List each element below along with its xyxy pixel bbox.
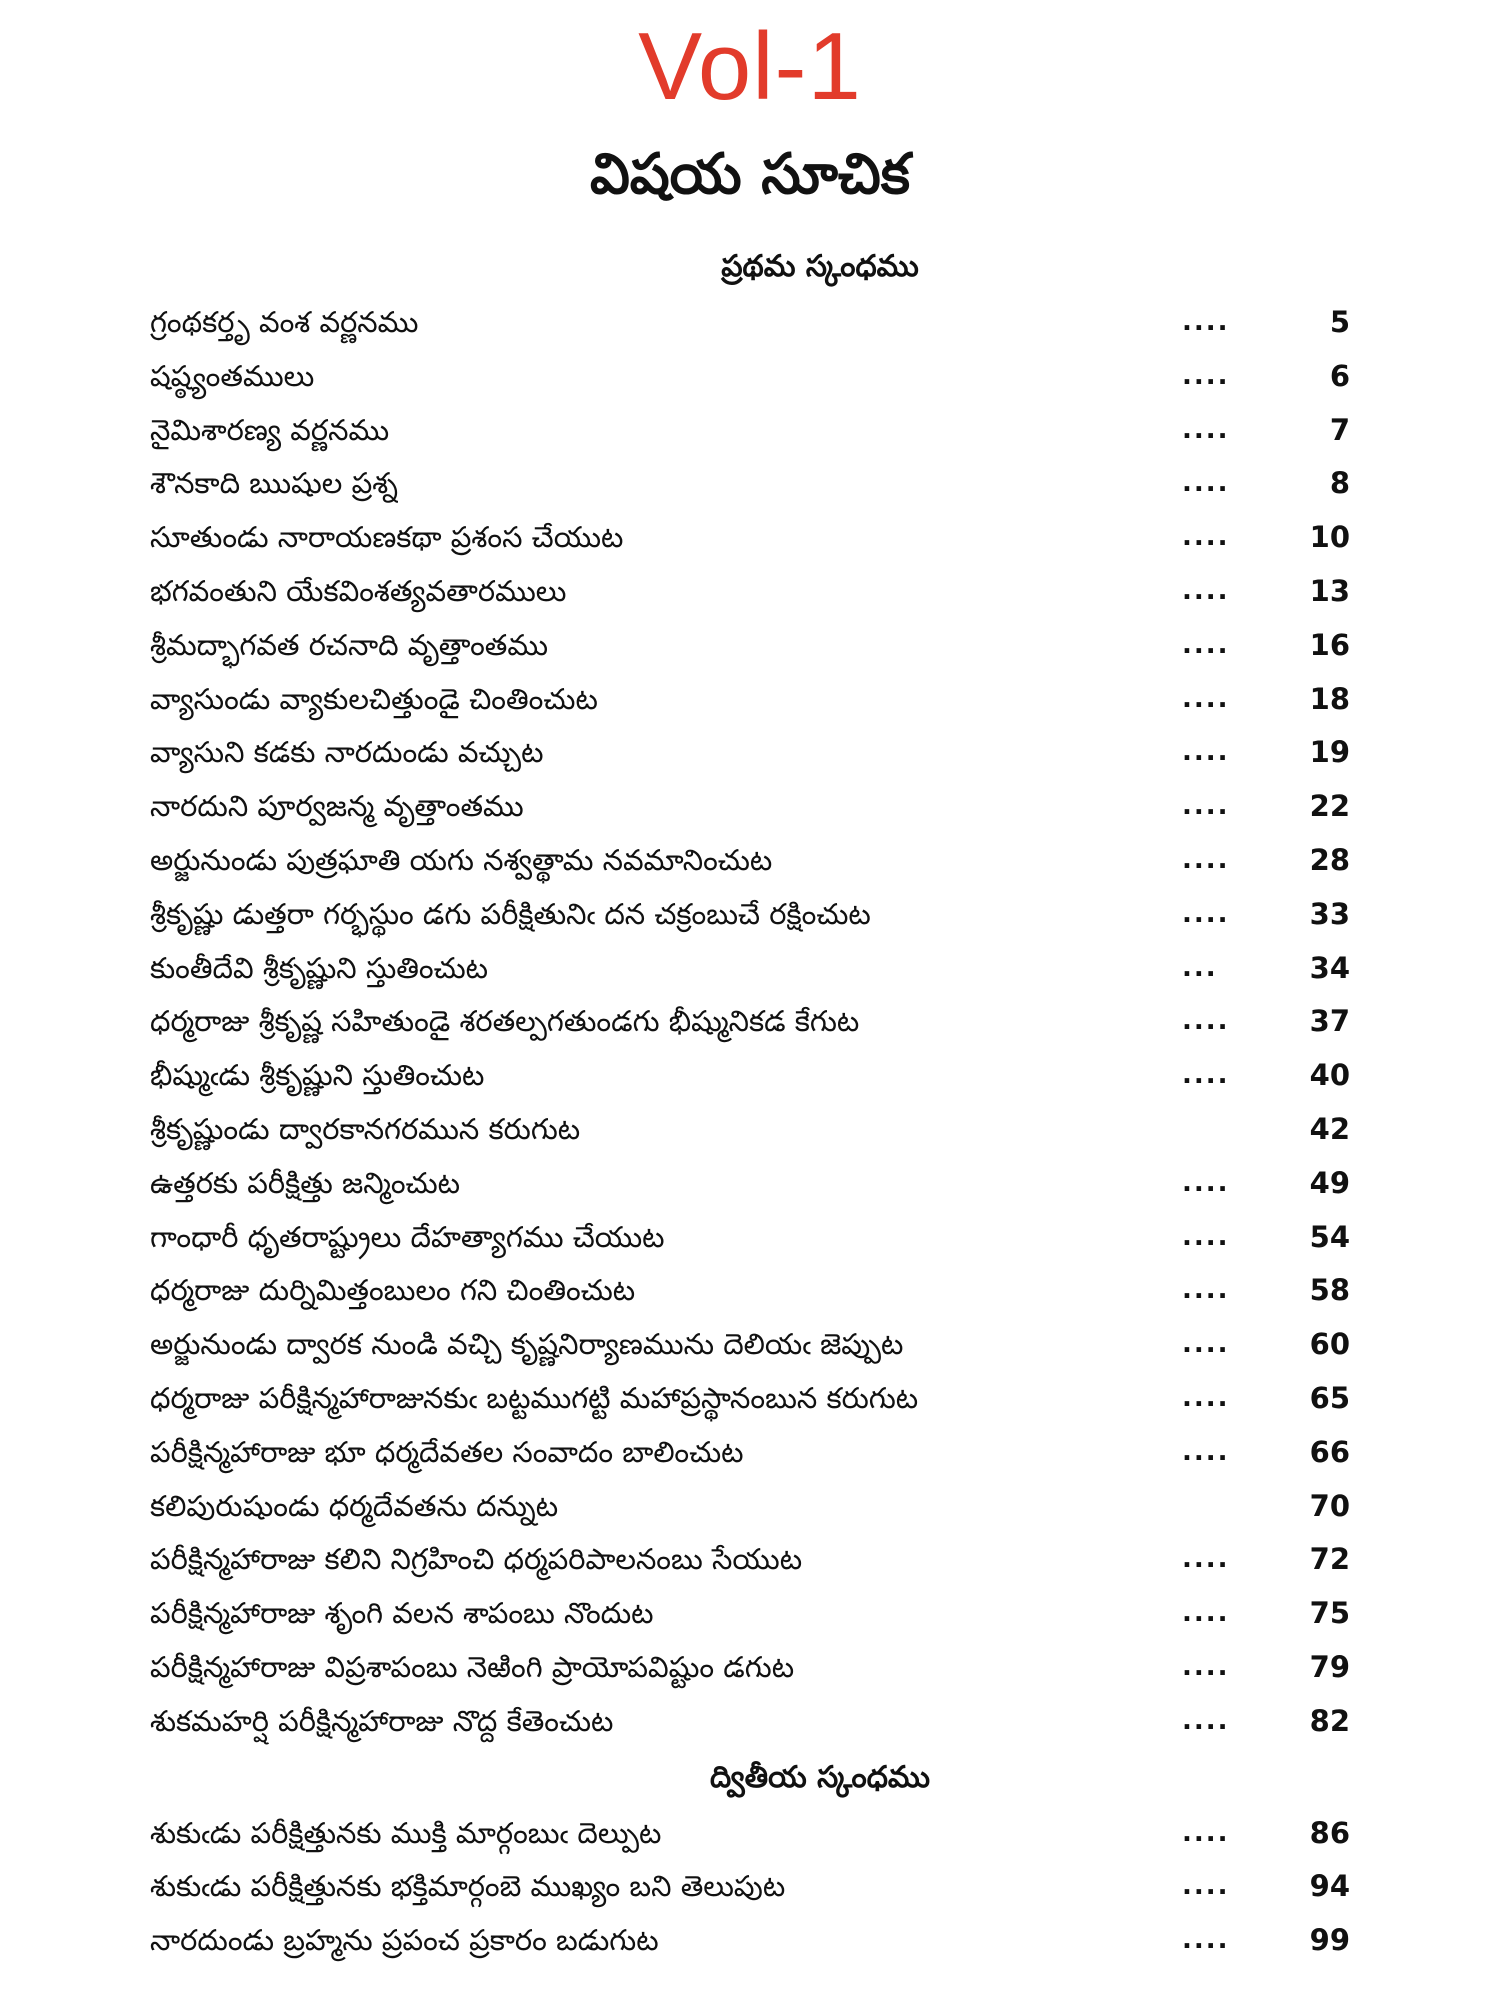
page-number: 22 [1309, 789, 1350, 824]
page-number: 42 [1309, 1111, 1350, 1146]
toc-entry [150, 1103, 1350, 1157]
dot-leader: .... [1182, 683, 1230, 714]
dot-leader: .... [1182, 1221, 1230, 1252]
entry-title: గాంధారీ ధృతరాష్ట్రులు దేహత్యాగము చేయుట [150, 1219, 665, 1254]
page-number: 16 [1309, 627, 1350, 662]
page-number: 82 [1309, 1703, 1350, 1738]
page-title: విషయ సూచిక [589, 142, 911, 207]
entry-title: వ్యాసుని కడకు నారదుండు వచ్చుట [150, 735, 544, 770]
dot-leader: .... [1182, 1436, 1230, 1467]
page-number: 75 [1309, 1596, 1350, 1631]
dot-leader: .... [1182, 1275, 1230, 1306]
volume-label: Vol-1 [638, 13, 862, 120]
page-number: 18 [1309, 681, 1350, 716]
dot-leader: .... [1182, 522, 1230, 553]
page-number: 13 [1309, 573, 1350, 608]
page-number: 8 [1329, 466, 1350, 501]
page-number: 5 [1329, 305, 1350, 339]
entry-title: ధర్మరాజు పరీక్షిన్మహారాజునకుఁ బట్టముగట్టి మహాప్రస్థానంబున కరుగుట [150, 1380, 919, 1415]
page-number: 65 [1309, 1380, 1350, 1415]
page-number: 6 [1329, 358, 1350, 393]
page-number: 70 [1309, 1488, 1350, 1523]
entry-title: శుకుఁడు పరీక్షిత్తునకు భక్తిమార్గంబె ముఖ్యం బని తెలుపుట [150, 1869, 786, 1904]
page-number: 49 [1309, 1165, 1350, 1200]
toc-entry [150, 780, 1350, 834]
dot-leader: .... [1182, 1925, 1230, 1956]
toc-entry [150, 726, 1350, 780]
dot-leader: .... [1182, 1382, 1230, 1413]
entry-title: అర్జునుండు పుత్రఘాతి యగు నశ్వత్థామ నవమానించుట [150, 842, 773, 877]
entry-title: సూతుండు నారాయణకథా ప్రశంస చేయుట [150, 520, 624, 555]
dot-leader: .... [1182, 844, 1230, 875]
dot-leader: .... [1182, 1329, 1230, 1360]
toc-entry [150, 1860, 1350, 1914]
toc-entry [150, 619, 1350, 673]
dot-leader: .... [1182, 737, 1230, 768]
table-of-contents [150, 238, 1350, 1968]
entry-title: పరీక్షిన్మహారాజు కలిని నిగ్రహించి ధర్మపరిపాలనంబు సేయుట [150, 1542, 803, 1577]
page-number: 54 [1309, 1219, 1350, 1254]
toc-entry [150, 1533, 1350, 1587]
section-heading: ద్వితీయ స్కంధము [709, 1759, 931, 1795]
dot-leader: .... [1182, 1598, 1230, 1629]
toc-entry [150, 1480, 1350, 1534]
toc-entry [150, 296, 1350, 350]
page-number: 58 [1309, 1273, 1350, 1308]
dot-leader: .... [1182, 1651, 1230, 1682]
toc-entry [150, 1049, 1350, 1103]
page-number: 66 [1309, 1434, 1350, 1469]
toc-entry [150, 1641, 1350, 1695]
entry-title: శౌనకాది ఋషుల ప్రశ్న [150, 466, 398, 501]
dot-leader: .... [1182, 1871, 1230, 1902]
page-number: 99 [1309, 1923, 1350, 1958]
entry-title: పరీక్షిన్మహారాజు విప్రశాపంబు నెఱింగి ప్రాయోపవిష్టుం డగుట [150, 1649, 795, 1684]
page-number: 79 [1309, 1649, 1350, 1684]
toc-entry [150, 942, 1350, 996]
entry-title: అర్జునుండు ద్వారక నుండి వచ్చి కృష్ణనిర్యాణమును దెలియఁ జెప్పుట [150, 1327, 904, 1362]
entry-title: పరీక్షిన్మహారాజు భూ ధర్మదేవతల సంవాదం బాలించుట [150, 1434, 744, 1469]
entry-title: నారదుని పూర్వజన్మ వృత్తాంతము [150, 789, 524, 824]
entry-title: భగవంతుని యేకవింశత్యవతారములు [150, 573, 567, 608]
dot-leader: .... [1182, 1705, 1230, 1736]
toc-entry [150, 1914, 1350, 1968]
toc-entry [150, 350, 1350, 404]
dot-leader: .... [1182, 1167, 1230, 1198]
toc-entry [150, 1157, 1350, 1211]
page-number: 40 [1309, 1058, 1350, 1093]
entry-title: శుకుఁడు పరీక్షిత్తునకు ముక్తి మార్గంబుఁ దెల్పుట [150, 1815, 662, 1850]
toc-entry [150, 457, 1350, 511]
page-number: 33 [1309, 896, 1350, 931]
dot-leader: .... [1182, 629, 1230, 660]
page-number: 37 [1309, 1004, 1350, 1039]
toc-entry [150, 995, 1350, 1049]
dot-leader: .... [1182, 1817, 1230, 1848]
section-heading: ప్రథమ స్కంధము [721, 249, 919, 284]
toc-entry [150, 511, 1350, 565]
dot-leader: .... [1182, 791, 1230, 822]
toc-entry [150, 565, 1350, 619]
dot-leader: .... [1182, 360, 1230, 391]
toc-entry [150, 673, 1350, 727]
entry-title: ఉత్తరకు పరీక్షిత్తు జన్మించుట [150, 1165, 461, 1200]
entry-title: నారదుండు బ్రహ్మను ప్రపంచ ప్రకారం బడుగుట [150, 1923, 659, 1958]
entry-title: కుంతీదేవి శ్రీకృష్ణుని స్తుతించుట [150, 950, 489, 985]
entry-title: గ్రంథకర్తృ వంశ వర్ణనము [150, 305, 419, 339]
entry-title: శ్రీకృష్ణు డుత్తరా గర్భస్థుం డగు పరీక్షితునిఁ దన చక్రంబుచే రక్షించుట [150, 896, 871, 931]
page-number: 72 [1309, 1542, 1350, 1577]
page-number: 86 [1309, 1815, 1350, 1850]
entry-title: షష్ఠ్యంతములు [150, 358, 315, 393]
entry-title: నైమిశారణ్య వర్ణనము [150, 412, 390, 447]
entry-title: శుకమహర్షి పరీక్షిన్మహారాజు నొద్ద కేతెంచుట [150, 1703, 614, 1738]
entry-title: ధర్మరాజు దుర్నిమిత్తంబులం గని చింతించుట [150, 1273, 636, 1308]
dot-leader: .... [1182, 468, 1230, 499]
dot-leader: ... [1182, 952, 1218, 983]
toc-entry [150, 1264, 1350, 1318]
dot-leader: .... [1182, 1060, 1230, 1091]
dot-leader: .... [1182, 307, 1230, 337]
toc-entry [150, 834, 1350, 888]
toc-entry [150, 1318, 1350, 1372]
page-number: 60 [1309, 1327, 1350, 1362]
entry-title: ధర్మరాజు శ్రీకృష్ణ సహితుండై శరతల్పగతుండగు భీష్మునికడ కేగుట [150, 1004, 860, 1039]
toc-entry [150, 1587, 1350, 1641]
page-number: 19 [1309, 735, 1350, 770]
page-number: 10 [1309, 520, 1350, 555]
entry-title: వ్యాసుండు వ్యాకులచిత్తుండై చింతించుట [150, 681, 598, 716]
toc-entry [150, 1695, 1350, 1749]
toc-entry [150, 1807, 1350, 1861]
entry-title: శ్రీకృష్ణుండు ద్వారకానగరమున కరుగుట [150, 1111, 581, 1146]
toc-entry [150, 888, 1350, 942]
dot-leader: .... [1182, 575, 1230, 606]
page-number: 28 [1309, 842, 1350, 877]
toc-entry [150, 1211, 1350, 1265]
dot-leader: .... [1182, 1544, 1230, 1575]
toc-entry [150, 1372, 1350, 1426]
page-number: 34 [1309, 950, 1350, 985]
dot-leader: .... [1182, 898, 1230, 929]
toc-entry [150, 1426, 1350, 1480]
entry-title: భీష్ముఁడు శ్రీకృష్ణుని స్తుతించుట [150, 1058, 485, 1093]
dot-leader: .... [1182, 414, 1230, 445]
entry-title: శ్రీమద్భాగవత రచనాది వృత్తాంతము [150, 627, 549, 662]
toc-entry [150, 404, 1350, 458]
entry-title: కలిపురుషుండు ధర్మదేవతను దన్నుట [150, 1488, 559, 1523]
page-number: 94 [1309, 1869, 1350, 1904]
entry-title: పరీక్షిన్మహారాజు శృంగి వలన శాపంబు నొందుట [150, 1596, 654, 1631]
page-number: 7 [1329, 412, 1350, 447]
dot-leader: .... [1182, 1006, 1230, 1037]
